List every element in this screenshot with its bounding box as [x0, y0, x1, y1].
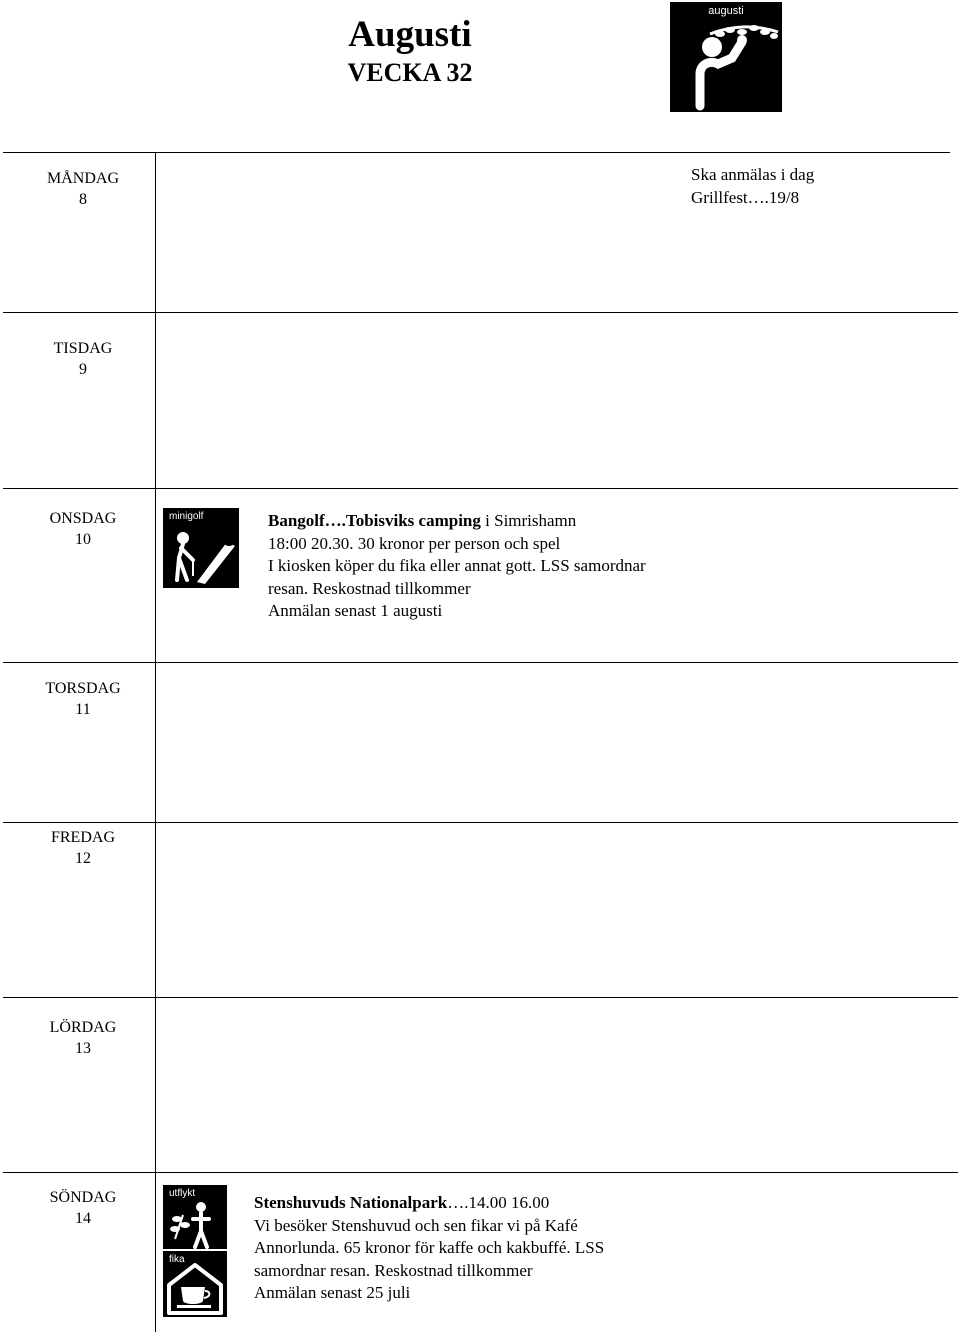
event-line: Annorlunda. 65 kronor för kaffe och kakbuffé. LSS — [254, 1238, 605, 1257]
event-title-rest: i Simrishamn — [480, 511, 577, 530]
note-line: Grillfest….19/8 — [691, 187, 800, 207]
pictogram-label: fika — [169, 1254, 185, 1265]
row-divider — [3, 488, 958, 489]
page-title: Augusti — [348, 14, 472, 55]
day-date: 9 — [79, 361, 87, 378]
row-divider — [3, 662, 958, 663]
event-title-rest: ….14.00 16.00 — [447, 1193, 550, 1212]
outing-pictogram — [163, 1185, 227, 1249]
row-divider — [3, 1172, 958, 1173]
day-date: 13 — [75, 1040, 91, 1057]
month-logo-label: augusti — [708, 5, 744, 17]
apple-picking-icon — [670, 2, 782, 112]
day-sunday — [20, 1187, 146, 1229]
day-name: SÖNDAG — [49, 1189, 117, 1206]
day-thursday — [20, 678, 146, 720]
event-line: 18:00 20.30. 30 kronor per person och spel — [268, 533, 561, 553]
minigolf-pictogram — [163, 508, 239, 588]
day-name: TORSDAG — [45, 680, 121, 697]
row-divider — [3, 312, 958, 313]
minigolf-icon — [163, 508, 239, 588]
day-monday — [20, 168, 146, 210]
outing-icon — [163, 1185, 227, 1249]
event-line: I kiosken köper du fika eller annat gott. LSS samordnar — [268, 556, 646, 575]
day-date: 10 — [75, 531, 91, 548]
day-date: 14 — [75, 1210, 91, 1227]
day-name: LÖRDAG — [49, 1019, 117, 1036]
wednesday-event — [268, 510, 680, 623]
day-name: FREDAG — [50, 829, 115, 846]
day-name: TISDAG — [53, 340, 113, 357]
column-divider — [155, 152, 156, 1332]
day-saturday — [20, 1017, 146, 1059]
monday-note — [691, 164, 814, 209]
day-wednesday — [20, 508, 146, 550]
note-line: Ska anmälas i dag — [691, 165, 815, 184]
week-label: VECKA 32 — [347, 58, 473, 87]
pictogram-label: minigolf — [169, 511, 204, 522]
day-date: 11 — [75, 701, 91, 718]
day-friday — [20, 827, 146, 869]
day-date: 8 — [79, 191, 87, 208]
event-line: resan. Reskostnad tillkommer — [268, 578, 471, 598]
row-divider — [3, 822, 958, 823]
row-divider — [3, 997, 958, 998]
event-line: Anmälan senast 1 augusti — [268, 601, 443, 620]
month-logo — [670, 2, 782, 112]
cafe-icon — [163, 1251, 227, 1317]
cafe-pictogram — [163, 1251, 227, 1317]
day-name: ONSDAG — [49, 510, 117, 527]
event-title: Stenshuvuds Nationalpark — [254, 1193, 448, 1212]
row-divider — [3, 152, 950, 153]
event-line: Anmälan senast 25 juli — [254, 1283, 411, 1302]
day-tuesday — [20, 338, 146, 380]
day-name: MÅNDAG — [47, 170, 119, 187]
event-title: Bangolf….Tobisviks camping — [268, 511, 481, 530]
day-date: 12 — [75, 850, 91, 867]
pictogram-label: utflykt — [169, 1188, 196, 1199]
sunday-event — [254, 1192, 604, 1305]
event-line: samordnar resan. Reskostnad tillkommer — [254, 1260, 533, 1280]
event-line: Vi besöker Stenshuvud och sen fikar vi på Kafé — [254, 1215, 578, 1235]
